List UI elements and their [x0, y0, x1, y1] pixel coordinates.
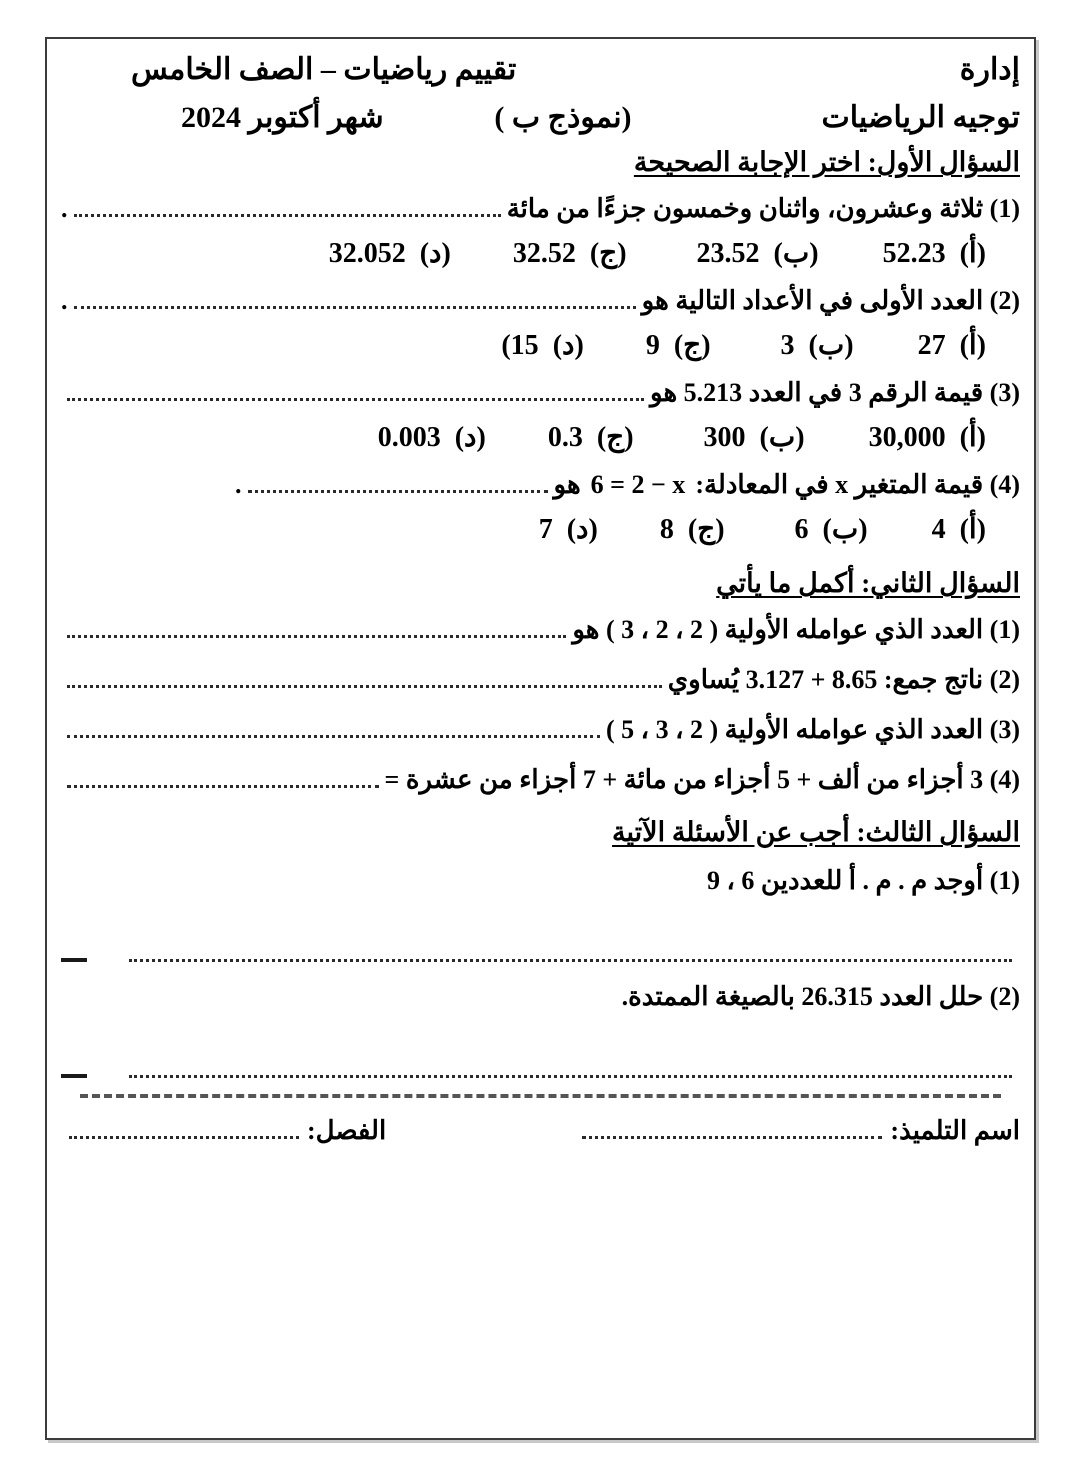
- option-4-a-tag: (أ): [959, 514, 986, 545]
- section-two-item-1-text: (1) العدد الذي عوامله الأولية ( 2 ، 2 ، 3 ) هو: [572, 615, 1020, 644]
- option-4-d-value: 7: [538, 514, 553, 545]
- question-2-text: (2) العدد الأولى في الأعداد التالية هو: [641, 286, 1020, 315]
- section-two-item-2-text: (2) ناتج جمع: 8.65 + 3.127 يُساوي: [667, 665, 1020, 694]
- option-2-c-tag: (ج): [673, 330, 711, 361]
- section-three-item-2: (2) حلل العدد 26.315 بالصيغة الممتدة.: [621, 982, 1020, 1011]
- section-three-item-1-answer-line[interactable]: [61, 958, 1020, 962]
- option-1-b-value: 23.52: [696, 238, 760, 269]
- form-variant-label: (نموذج ب ): [494, 101, 632, 134]
- section-two-item-3-blank[interactable]: [67, 735, 600, 738]
- option-3-c-value: 0.3: [547, 422, 583, 453]
- question-1-text: (1) ثلاثة وعشرون، واثنان وخمسون جزءًا من مائة: [506, 194, 1020, 223]
- header-row-top: [61, 55, 1020, 85]
- section-one-heading: السؤال الأول: اختر الإجابة الصحيحة: [633, 147, 1020, 177]
- option-2-d-tag: (د): [552, 330, 584, 361]
- class-input[interactable]: [69, 1136, 299, 1139]
- question-3: [61, 380, 1020, 410]
- option-3-c-tag: (ج): [596, 422, 634, 453]
- option-2-d[interactable]: [501, 332, 583, 360]
- section-two-item-1: [61, 617, 1020, 647]
- option-4-a-value: 4: [931, 514, 946, 545]
- exam-month: شهر أكتوبر 2024: [181, 101, 384, 134]
- option-1-b-tag: (ب): [773, 238, 819, 269]
- question-1-tail: .: [61, 194, 68, 223]
- question-4-tail: .: [235, 470, 242, 499]
- option-4-d[interactable]: [539, 516, 598, 544]
- option-2-c-value: 9: [645, 330, 660, 361]
- option-2-a-value: 27: [917, 330, 946, 361]
- section-two-item-2-blank[interactable]: [67, 685, 662, 688]
- answer-dots: [129, 1075, 1012, 1078]
- option-3-a[interactable]: [869, 424, 986, 452]
- option-3-b-tag: (ب): [759, 422, 805, 453]
- section-two-item-3-text: (3) العدد الذي عوامله الأولية ( 2 ، 3 ، 5 ): [606, 715, 1020, 744]
- header-row-bottom: [61, 103, 1020, 133]
- option-3-d-tag: (د): [454, 422, 486, 453]
- option-1-a-tag: (أ): [959, 238, 986, 269]
- option-2-d-value: (15: [501, 330, 539, 361]
- section-three-item-2-workspace[interactable]: [61, 1010, 1020, 1044]
- option-4-c-value: 8: [659, 514, 674, 545]
- section-two-item-2: [61, 667, 1020, 697]
- student-name-input[interactable]: [582, 1136, 882, 1139]
- question-3-options: [61, 424, 1020, 452]
- section-three-item-1: (1) أوجد م . م . أ للعددين 6 ، 9: [707, 866, 1020, 895]
- option-3-d-value: 0.003: [377, 422, 441, 453]
- section-two-heading: السؤال الثاني: أكمل ما يأتي: [716, 568, 1020, 598]
- exam-title: تقييم رياضيات – الصف الخامس: [131, 53, 517, 86]
- question-4-text: (4) قيمة المتغير x في المعادلة:: [695, 470, 1020, 499]
- option-1-d-value: 32.052: [328, 238, 406, 269]
- option-4-c[interactable]: [660, 516, 725, 544]
- option-2-b-tag: (ب): [808, 330, 854, 361]
- administration-label: إدارة: [959, 53, 1020, 86]
- question-3-blank: [67, 398, 644, 401]
- question-1-blank: [74, 214, 501, 217]
- option-1-b[interactable]: [697, 240, 819, 268]
- question-1-options: [61, 240, 1020, 268]
- option-1-c-value: 32.52: [512, 238, 576, 269]
- section-two-item-4-blank[interactable]: [67, 785, 379, 788]
- class-label: الفصل:: [307, 1116, 387, 1145]
- question-4-options: [61, 516, 1020, 544]
- section-two-item-1-blank[interactable]: [67, 635, 566, 638]
- option-2-a[interactable]: [918, 332, 986, 360]
- exam-page: [45, 37, 1036, 1440]
- option-1-d[interactable]: [329, 240, 451, 268]
- option-3-d[interactable]: [378, 424, 486, 452]
- question-4: [61, 472, 1020, 502]
- section-three-item-2-answer-line[interactable]: [61, 1074, 1020, 1078]
- option-3-b-value: 300: [703, 422, 746, 453]
- option-4-b-tag: (ب): [822, 514, 868, 545]
- option-3-c[interactable]: [548, 424, 634, 452]
- answer-dash-mark: [61, 958, 87, 962]
- answer-dots: [129, 959, 1012, 962]
- option-4-c-tag: (ج): [687, 514, 725, 545]
- question-3-text: (3) قيمة الرقم 3 في العدد 5.213 هو: [650, 378, 1020, 407]
- option-4-a[interactable]: [932, 516, 986, 544]
- section-two-item-4: [61, 767, 1020, 797]
- section-two-item-3: [61, 717, 1020, 747]
- option-3-a-tag: (أ): [959, 422, 986, 453]
- question-4-blank: [248, 490, 548, 493]
- question-4-text-end: هو: [553, 470, 581, 499]
- answer-dash-mark: [61, 1074, 87, 1078]
- option-2-b[interactable]: [781, 332, 854, 360]
- section-three-heading: السؤال الثالث: أجب عن الأسئلة الآتية: [612, 817, 1020, 847]
- option-4-b-value: 6: [794, 514, 809, 545]
- student-name-label: اسم التلميذ:: [890, 1116, 1020, 1145]
- option-4-d-tag: (د): [566, 514, 598, 545]
- option-2-a-tag: (أ): [959, 330, 986, 361]
- question-4-equation: 6 = 2 − x: [590, 470, 686, 499]
- option-2-b-value: 3: [780, 330, 795, 361]
- option-3-a-value: 30,000: [868, 422, 946, 453]
- option-2-c[interactable]: [646, 332, 711, 360]
- question-1: [61, 196, 1020, 226]
- option-4-b[interactable]: [795, 516, 868, 544]
- question-2: [61, 288, 1020, 318]
- option-1-d-tag: (د): [419, 238, 451, 269]
- footer-separator: [80, 1094, 1001, 1098]
- option-1-a[interactable]: [883, 240, 986, 268]
- option-1-c[interactable]: [513, 240, 627, 268]
- question-2-options: [61, 332, 1020, 360]
- question-2-tail: .: [61, 286, 68, 315]
- question-2-blank: [74, 306, 636, 309]
- department-label: توجيه الرياضيات: [821, 101, 1020, 134]
- footer-fields: [61, 1118, 1020, 1147]
- exam-sheet: [61, 55, 1020, 1147]
- option-1-a-value: 52.23: [882, 238, 946, 269]
- option-1-c-tag: (ج): [589, 238, 627, 269]
- section-three-item-1-workspace[interactable]: [61, 894, 1020, 928]
- section-two-item-4-text: (4) 3 أجزاء من ألف + 5 أجزاء من مائة + 7 أجزاء من عشرة =: [384, 765, 1020, 794]
- option-3-b[interactable]: [704, 424, 805, 452]
